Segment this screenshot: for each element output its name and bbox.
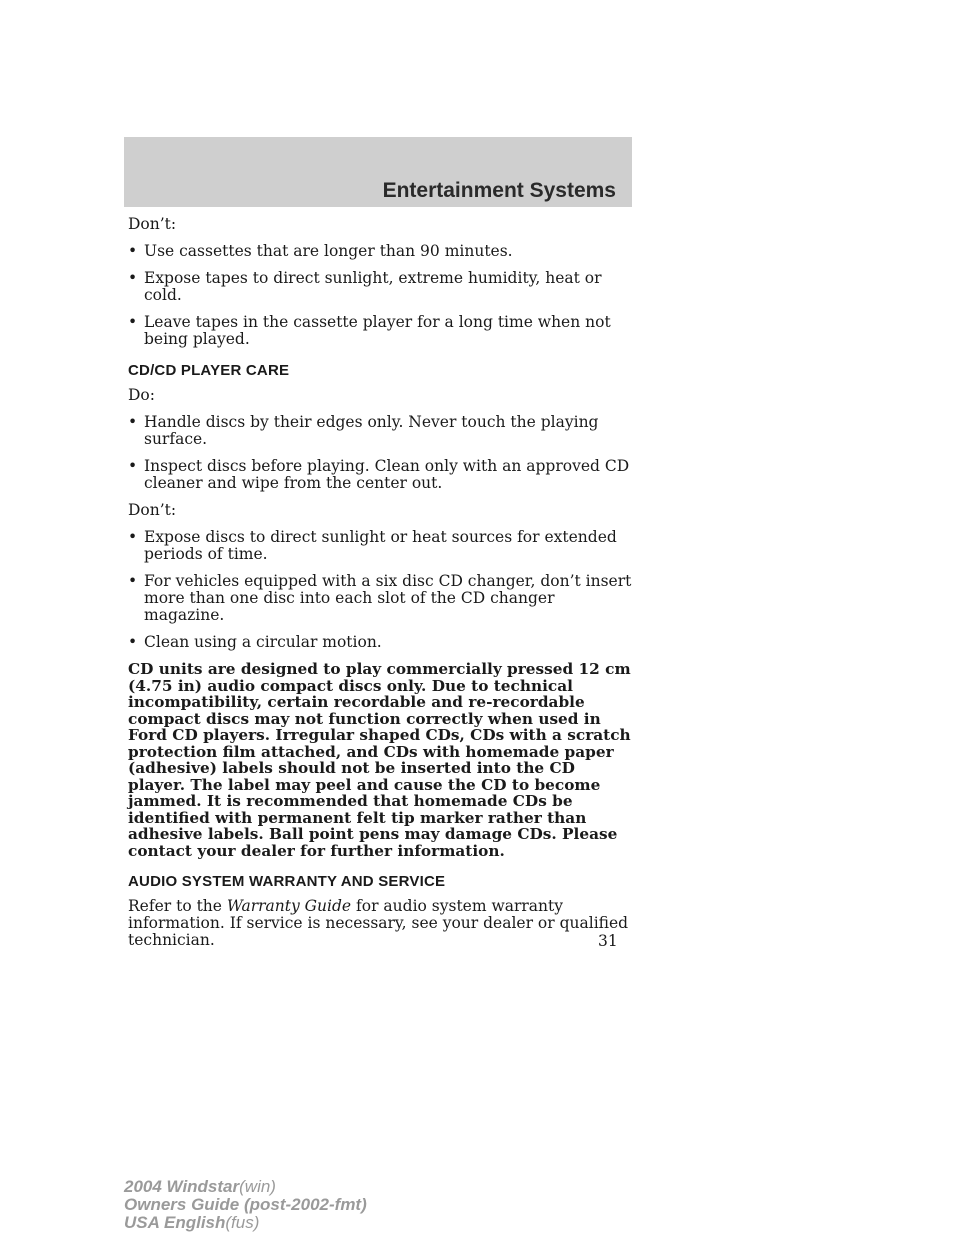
list-item: • Handle discs by their edges only. Never touch the playing surface.: [128, 413, 599, 448]
footer-line-3: USA English(fus): [124, 1213, 260, 1232]
dont-tapes-label: Don’t:: [128, 215, 177, 233]
dont-discs-label: Don’t:: [128, 501, 177, 519]
dont-discs-list: [128, 529, 632, 651]
dont-tapes-list: [128, 243, 632, 348]
bullet-icon: •: [128, 313, 138, 331]
cd-warning-paragraph: CD units are designed to play commercially pressed 12 cm (4.75 in) audio compact discs only. Due to technical incompatibility, certain recordable and re-recordable compact discs may not function correctly when used in Ford CD players. Irregular shaped CDs, CDs with a scratch protection film attached, and CDs with homemade paper (adhesive) labels should not be inserted into the CD player. The label may peel and cause the CD to become jammed. It is recommended that homemade CDs be identified with permanent felt tip marker rather than adhesive labels. Ball point pens may damage CDs. Please contact your dealer for further information.: [128, 660, 631, 860]
section-header-band: [124, 137, 632, 207]
list-item: • Inspect discs before playing. Clean only with an approved CD cleaner and wipe from the center out.: [128, 457, 630, 492]
bullet-icon: •: [128, 242, 138, 260]
cd-care-heading: CD/CD PLAYER CARE: [128, 362, 290, 379]
warranty-heading: AUDIO SYSTEM WARRANTY AND SERVICE: [128, 873, 446, 890]
bullet-icon: •: [128, 528, 138, 546]
list-item: • Leave tapes in the cassette player for a long time when not being played.: [128, 313, 611, 348]
list-item: • Use cassettes that are longer than 90 minutes.: [128, 242, 513, 260]
do-label: Do:: [128, 386, 155, 404]
list-item: • Clean using a circular motion.: [128, 633, 382, 651]
document-footer: [124, 1178, 367, 1232]
warranty-paragraph: Refer to the Warranty Guide for audio system warranty information. If service is necessary, see your dealer or qualified technician.: [128, 897, 629, 949]
bullet-icon: •: [128, 413, 138, 431]
footer-line-2: Owners Guide (post-2002-fmt): [124, 1195, 367, 1214]
bullet-icon: •: [128, 457, 138, 475]
list-item: • Expose tapes to direct sunlight, extreme humidity, heat or cold.: [128, 269, 602, 304]
do-list: [128, 414, 632, 492]
list-item: • For vehicles equipped with a six disc CD changer, don’t insert more than one disc into each slot of the CD changer magazine.: [128, 572, 632, 624]
section-title: Entertainment Systems: [382, 179, 616, 202]
bullet-icon: •: [128, 269, 138, 287]
bullet-icon: •: [128, 572, 138, 590]
page-number: 31: [598, 932, 618, 950]
page-content: [128, 216, 632, 959]
warranty-guide-title: Warranty Guide: [226, 897, 352, 915]
bullet-icon: •: [128, 633, 138, 651]
footer-line-1: 2004 Windstar(win): [124, 1177, 276, 1196]
list-item: • Expose discs to direct sunlight or heat sources for extended periods of time.: [128, 528, 617, 563]
